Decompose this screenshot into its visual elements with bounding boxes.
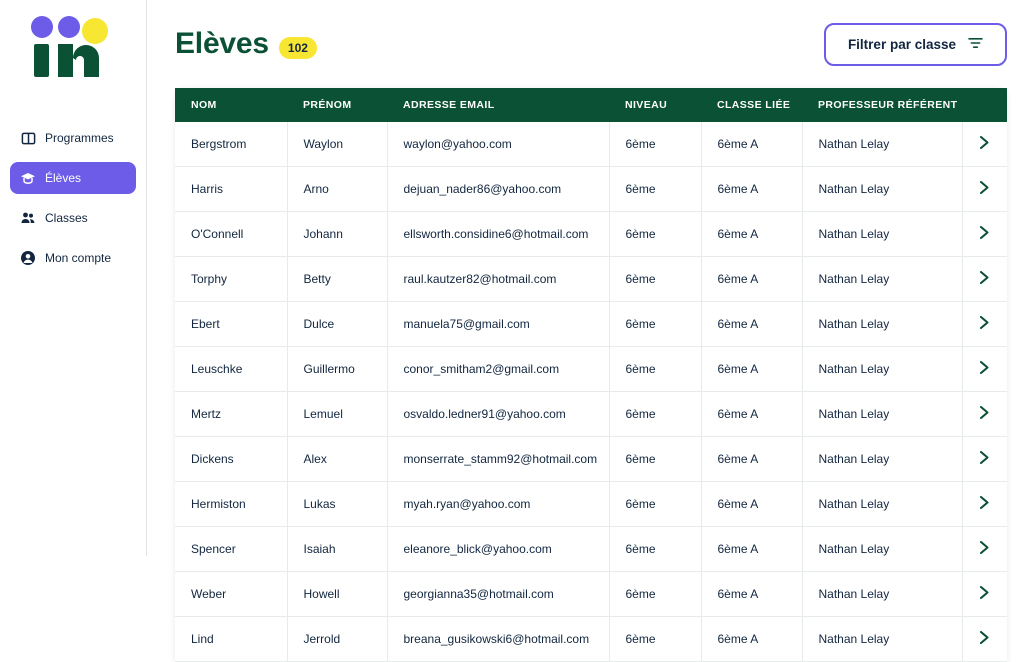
cell-niveau: 6ème [609, 527, 701, 572]
cell-prof: Nathan Lelay [802, 122, 962, 167]
sidebar-item-eleves[interactable] [10, 162, 136, 194]
students-table [175, 88, 1007, 662]
column-header-prenom[interactable]: PRÉNOM [287, 88, 387, 122]
cell-niveau: 6ème [609, 392, 701, 437]
cell-prof: Nathan Lelay [802, 572, 962, 617]
cell-classe: 6ème A [701, 167, 802, 212]
cell-email: monserrate_stamm92@hotmail.com [387, 437, 609, 482]
row-action-cell[interactable] [962, 257, 1007, 302]
main-content [147, 0, 1033, 646]
cell-niveau: 6ème [609, 437, 701, 482]
row-action-cell[interactable] [962, 482, 1007, 527]
filter-by-class-button[interactable] [824, 23, 1007, 66]
cell-classe: 6ème A [701, 482, 802, 527]
cell-nom: Harris [175, 167, 287, 212]
row-action-cell[interactable] [962, 437, 1007, 482]
cell-prenom: Jerrold [287, 617, 387, 662]
cell-prof: Nathan Lelay [802, 302, 962, 347]
cell-prenom: Waylon [287, 122, 387, 167]
cell-prenom: Isaiah [287, 527, 387, 572]
cell-email: georgianna35@hotmail.com [387, 572, 609, 617]
cell-classe: 6ème A [701, 122, 802, 167]
table-header-row [175, 88, 1007, 122]
cell-nom: Dickens [175, 437, 287, 482]
cell-niveau: 6ème [609, 572, 701, 617]
cell-prof: Nathan Lelay [802, 617, 962, 662]
cell-nom: Weber [175, 572, 287, 617]
cell-prof: Nathan Lelay [802, 167, 962, 212]
cell-classe: 6ème A [701, 302, 802, 347]
column-header-classe[interactable]: CLASSE LIÉE [701, 88, 802, 122]
cell-nom: Lind [175, 617, 287, 662]
table-row[interactable] [175, 347, 1007, 392]
row-action-cell[interactable] [962, 572, 1007, 617]
cell-nom: Bergstrom [175, 122, 287, 167]
cell-prenom: Johann [287, 212, 387, 257]
cell-niveau: 6ème [609, 302, 701, 347]
row-action-cell[interactable] [962, 347, 1007, 392]
cell-prof: Nathan Lelay [802, 482, 962, 527]
table-row[interactable] [175, 527, 1007, 572]
cell-email: osvaldo.ledner91@yahoo.com [387, 392, 609, 437]
page-header [175, 0, 1007, 88]
cell-nom: Hermiston [175, 482, 287, 527]
cell-nom: Mertz [175, 392, 287, 437]
student-count-badge: 102 [279, 37, 317, 59]
row-action-cell[interactable] [962, 212, 1007, 257]
cell-classe: 6ème A [701, 437, 802, 482]
cell-email: myah.ryan@yahoo.com [387, 482, 609, 527]
cell-prenom: Arno [287, 167, 387, 212]
cell-niveau: 6ème [609, 347, 701, 392]
cell-nom: Leuschke [175, 347, 287, 392]
cell-prenom: Dulce [287, 302, 387, 347]
chevron-right-icon[interactable] [978, 180, 991, 195]
cell-niveau: 6ème [609, 212, 701, 257]
cell-prof: Nathan Lelay [802, 437, 962, 482]
chevron-right-icon[interactable] [978, 135, 991, 150]
sidebar-item-label: Élèves [45, 171, 82, 185]
cell-email: ellsworth.considine6@hotmail.com [387, 212, 609, 257]
chevron-right-icon[interactable] [978, 540, 991, 555]
cell-classe: 6ème A [701, 527, 802, 572]
user-circle-icon [20, 250, 36, 266]
students-table-card [175, 88, 1007, 662]
row-action-cell[interactable] [962, 392, 1007, 437]
cell-prof: Nathan Lelay [802, 527, 962, 572]
cell-prof: Nathan Lelay [802, 392, 962, 437]
cell-niveau: 6ème [609, 482, 701, 527]
cell-prof: Nathan Lelay [802, 212, 962, 257]
row-action-cell[interactable] [962, 122, 1007, 167]
cell-email: eleanore_blick@yahoo.com [387, 527, 609, 572]
column-header-nom[interactable]: NOM [175, 88, 287, 122]
cell-prenom: Lemuel [287, 392, 387, 437]
table-row[interactable] [175, 122, 1007, 167]
row-action-cell[interactable] [962, 527, 1007, 572]
cell-classe: 6ème A [701, 212, 802, 257]
cell-email: breana_gusikowski6@hotmail.com [387, 617, 609, 662]
cell-prenom: Guillermo [287, 347, 387, 392]
sidebar-item-programmes[interactable] [10, 122, 136, 154]
chevron-right-icon[interactable] [978, 450, 991, 465]
column-header-professeur[interactable]: PROFESSEUR RÉFÉRENT [802, 88, 962, 122]
cell-classe: 6ème A [701, 617, 802, 662]
row-action-cell[interactable] [962, 302, 1007, 347]
cell-classe: 6ème A [701, 572, 802, 617]
graduation-cap-icon [20, 170, 36, 186]
chevron-right-icon[interactable] [978, 495, 991, 510]
book-icon [20, 130, 36, 146]
cell-classe: 6ème A [701, 257, 802, 302]
page-title: Elèves [175, 27, 269, 60]
cell-niveau: 6ème [609, 167, 701, 212]
table-row[interactable] [175, 167, 1007, 212]
title-group [175, 27, 317, 61]
column-header-niveau[interactable]: NIVEAU [609, 88, 701, 122]
chevron-right-icon[interactable] [978, 315, 991, 330]
cell-nom: Torphy [175, 257, 287, 302]
chevron-right-icon[interactable] [978, 585, 991, 600]
table-header [175, 88, 1007, 122]
sidebar-item-classes[interactable] [10, 202, 136, 234]
cell-prenom: Howell [287, 572, 387, 617]
table-row[interactable] [175, 302, 1007, 347]
sidebar-item-label: Classes [45, 211, 88, 225]
table-row[interactable] [175, 437, 1007, 482]
filter-button-label: Filtrer par classe [847, 36, 956, 52]
column-header-action [962, 88, 1007, 122]
cell-email: conor_smitham2@gmail.com [387, 347, 609, 392]
table-body [175, 122, 1007, 662]
cell-niveau: 6ème [609, 122, 701, 167]
cell-prenom: Alex [287, 437, 387, 482]
sidebar-item-mon-compte[interactable] [10, 242, 136, 274]
column-header-email[interactable]: ADRESSE EMAIL [387, 88, 609, 122]
cell-email: manuela75@gmail.com [387, 302, 609, 347]
sidebar-item-label: Mon compte [45, 251, 112, 265]
cell-prof: Nathan Lelay [802, 257, 962, 302]
cell-classe: 6ème A [701, 392, 802, 437]
cell-nom: Ebert [175, 302, 287, 347]
filter-icon [968, 37, 983, 52]
cell-email: waylon@yahoo.com [387, 122, 609, 167]
chevron-right-icon[interactable] [978, 360, 991, 375]
cell-prenom: Lukas [287, 482, 387, 527]
cell-nom: Spencer [175, 527, 287, 572]
in-logo [24, 14, 110, 80]
cell-classe: 6ème A [701, 347, 802, 392]
cell-niveau: 6ème [609, 257, 701, 302]
cell-prenom: Betty [287, 257, 387, 302]
table-row[interactable] [175, 257, 1007, 302]
row-action-cell[interactable] [962, 167, 1007, 212]
table-row[interactable] [175, 572, 1007, 617]
table-row[interactable] [175, 392, 1007, 437]
sidebar [0, 0, 147, 556]
cell-email: raul.kautzer82@hotmail.com [387, 257, 609, 302]
chevron-right-icon[interactable] [978, 270, 991, 285]
sidebar-nav [0, 122, 146, 274]
table-row[interactable] [175, 617, 1007, 662]
cell-niveau: 6ème [609, 617, 701, 662]
chevron-right-icon[interactable] [978, 405, 991, 420]
table-row[interactable] [175, 482, 1007, 527]
people-icon [20, 210, 36, 226]
cell-email: dejuan_nader86@yahoo.com [387, 167, 609, 212]
chevron-right-icon[interactable] [978, 225, 991, 240]
table-row[interactable] [175, 212, 1007, 257]
row-action-cell[interactable] [962, 617, 1007, 662]
cell-nom: O'Connell [175, 212, 287, 257]
chevron-right-icon[interactable] [978, 630, 991, 645]
sidebar-item-label: Programmes [45, 131, 114, 145]
cell-prof: Nathan Lelay [802, 347, 962, 392]
